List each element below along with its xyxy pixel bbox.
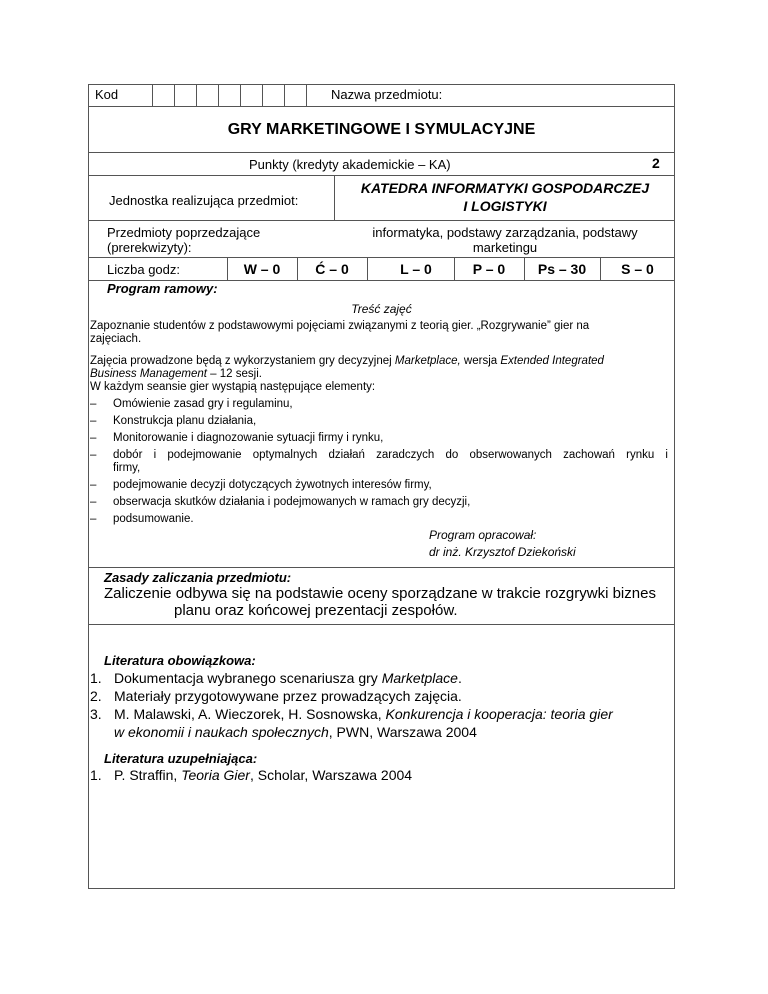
paragraph-line: Zapoznanie studentów z podstawowymi pojęciami związanymi z teorią gier. „Rozgrywanie” gier na — [90, 320, 590, 332]
text-run: – 12 sesji. — [206, 368, 262, 380]
lit-item-number: 3. — [90, 706, 102, 722]
dash-glyph: – — [90, 496, 97, 508]
row-line — [88, 567, 675, 568]
list-item-text: podejmowanie decyzji dotyczących żywotnych interesów firmy, — [113, 479, 432, 491]
paragraph-line: zajęciach. — [90, 333, 142, 345]
text-run: P. Straffin, — [114, 767, 182, 783]
list-item-text: obserwacja skutków działania i podejmowanych w ramach gry decyzji, — [113, 496, 471, 508]
hours-p: P – 0 — [472, 261, 506, 277]
text-run: . — [457, 670, 462, 686]
list-item-text: Monitorowanie i diagnozowanie sytuacji firmy i rynku, — [113, 432, 384, 444]
dash-glyph: – — [90, 415, 97, 427]
zasady-line1: Zaliczenie odbywa się na podstawie oceny sporządzane w trakcie rozgrywki biznes — [104, 585, 656, 602]
list-item-text: firmy, — [113, 462, 141, 474]
punkty-value: 2 — [652, 155, 660, 171]
kod-label: Kod — [95, 87, 119, 102]
lit-item-text — [114, 706, 674, 723]
hours-c: Ć – 0 — [315, 261, 349, 277]
code-cell-4 — [219, 84, 241, 106]
prereq-label-line2: (prerekwizyty): — [107, 240, 192, 255]
code-cell-5 — [241, 84, 263, 106]
row-line — [88, 257, 675, 258]
lit-item-number: 1. — [90, 670, 102, 686]
version-name: Extended Integrated — [500, 355, 604, 367]
prereq-value-line1: informatyka, podstawy zarządzania, podstawy — [372, 225, 638, 240]
prereq-value-line2: marketingu — [472, 240, 538, 255]
version-name: Business Management — [90, 368, 207, 380]
hours-ps: Ps – 30 — [537, 261, 587, 277]
unit-label: Jednostka realizująca przedmiot: — [109, 193, 299, 208]
text-run: Dokumentacja wybranego scenariusza gry — [114, 670, 382, 686]
lit-uzup-heading: Literatura uzupełniająca: — [104, 751, 258, 766]
text-run: wersja — [460, 355, 501, 367]
code-cell-1 — [153, 84, 175, 106]
program-heading: Program ramowy: — [107, 281, 218, 296]
text-run-italic: Marketplace — [381, 670, 458, 686]
program-paragraph-3: W każdym seansie gier wystąpią następujące elementy: — [90, 381, 376, 393]
dash-glyph: – — [90, 513, 97, 525]
nazwa-label: Nazwa przedmiotu: — [331, 87, 443, 102]
list-item-text: dobór i podejmowanie optymalnych działań zaradczych do obserwowanych zachowań rynku i — [113, 449, 668, 461]
content-heading: Treść zajęć — [351, 302, 412, 316]
code-cell-2 — [175, 84, 197, 106]
list-item-text: podsumowanie. — [113, 513, 194, 525]
code-cell-7 — [285, 84, 307, 106]
program-paragraph-2 — [90, 355, 670, 381]
code-cell-6 — [263, 84, 285, 106]
dash-glyph: – — [90, 479, 97, 491]
text-run-italic: Teoria Gier — [181, 767, 250, 783]
row-line — [88, 106, 675, 107]
row-line — [88, 175, 675, 176]
text-run-italic: Konkurencja i kooperacja: teoria gier — [385, 706, 613, 722]
text-run: M. Malawski, A. Wieczorek, H. Sosnowska, — [114, 706, 386, 722]
lit-item-text — [114, 767, 674, 784]
dash-glyph: – — [90, 432, 97, 444]
text-run: , PWN, Warszawa 2004 — [328, 724, 477, 740]
hours-divider — [367, 257, 368, 280]
text-run: , Scholar, Warszawa 2004 — [249, 767, 413, 783]
lit-item-number: 1. — [90, 767, 102, 783]
zasady-line2: planu oraz końcowej prezentacji zespołów. — [174, 602, 458, 619]
hours-l: L – 0 — [400, 261, 432, 277]
row-line — [88, 624, 675, 625]
hours-label: Liczba godz: — [107, 262, 180, 277]
dash-glyph: – — [90, 449, 97, 461]
unit-value-line1: KATEDRA INFORMATYKI GOSPODARCZEJ — [360, 180, 650, 196]
text-run-italic: w ekonomii i naukach społecznych — [114, 724, 329, 740]
author-name: dr inż. Krzysztof Dziekoński — [429, 545, 576, 559]
list-item-text: Omówienie zasad gry i regulaminu, — [113, 398, 293, 410]
hours-s: S – 0 — [621, 261, 654, 277]
paragraph-line — [90, 355, 670, 368]
lit-item-number: 2. — [90, 688, 102, 704]
text-run: Zajęcia prowadzone będą z wykorzystaniem gry decyzyjnej — [90, 355, 395, 367]
lit-obow-heading: Literatura obowiązkowa: — [104, 653, 256, 668]
list-item-text: Konstrukcja planu działania, — [113, 415, 257, 427]
course-title: GRY MARKETINGOWE I SYMULACYJNE — [227, 121, 536, 138]
hours-w: W – 0 — [243, 261, 281, 277]
row-line — [88, 220, 675, 221]
author-label: Program opracował: — [429, 528, 537, 542]
lit-item-text — [114, 670, 674, 687]
punkty-label: Punkty (kredyty akademickie – KA) — [249, 157, 451, 172]
row-line — [88, 152, 675, 153]
zasady-heading: Zasady zaliczania przedmiotu: — [104, 570, 292, 585]
program-paragraph-1 — [90, 320, 670, 346]
code-cell-3 — [197, 84, 219, 106]
dash-glyph: – — [90, 398, 97, 410]
lit-item-text: Materiały przygotowywane przez prowadzących zajęcia. — [114, 688, 462, 704]
prereq-label-line1: Przedmioty poprzedzające — [107, 225, 261, 240]
paragraph-line — [90, 368, 670, 381]
game-name: Marketplace, — [394, 355, 461, 367]
unit-value-line2: I LOGISTYKI — [463, 198, 547, 214]
lit-item-text — [114, 724, 674, 741]
